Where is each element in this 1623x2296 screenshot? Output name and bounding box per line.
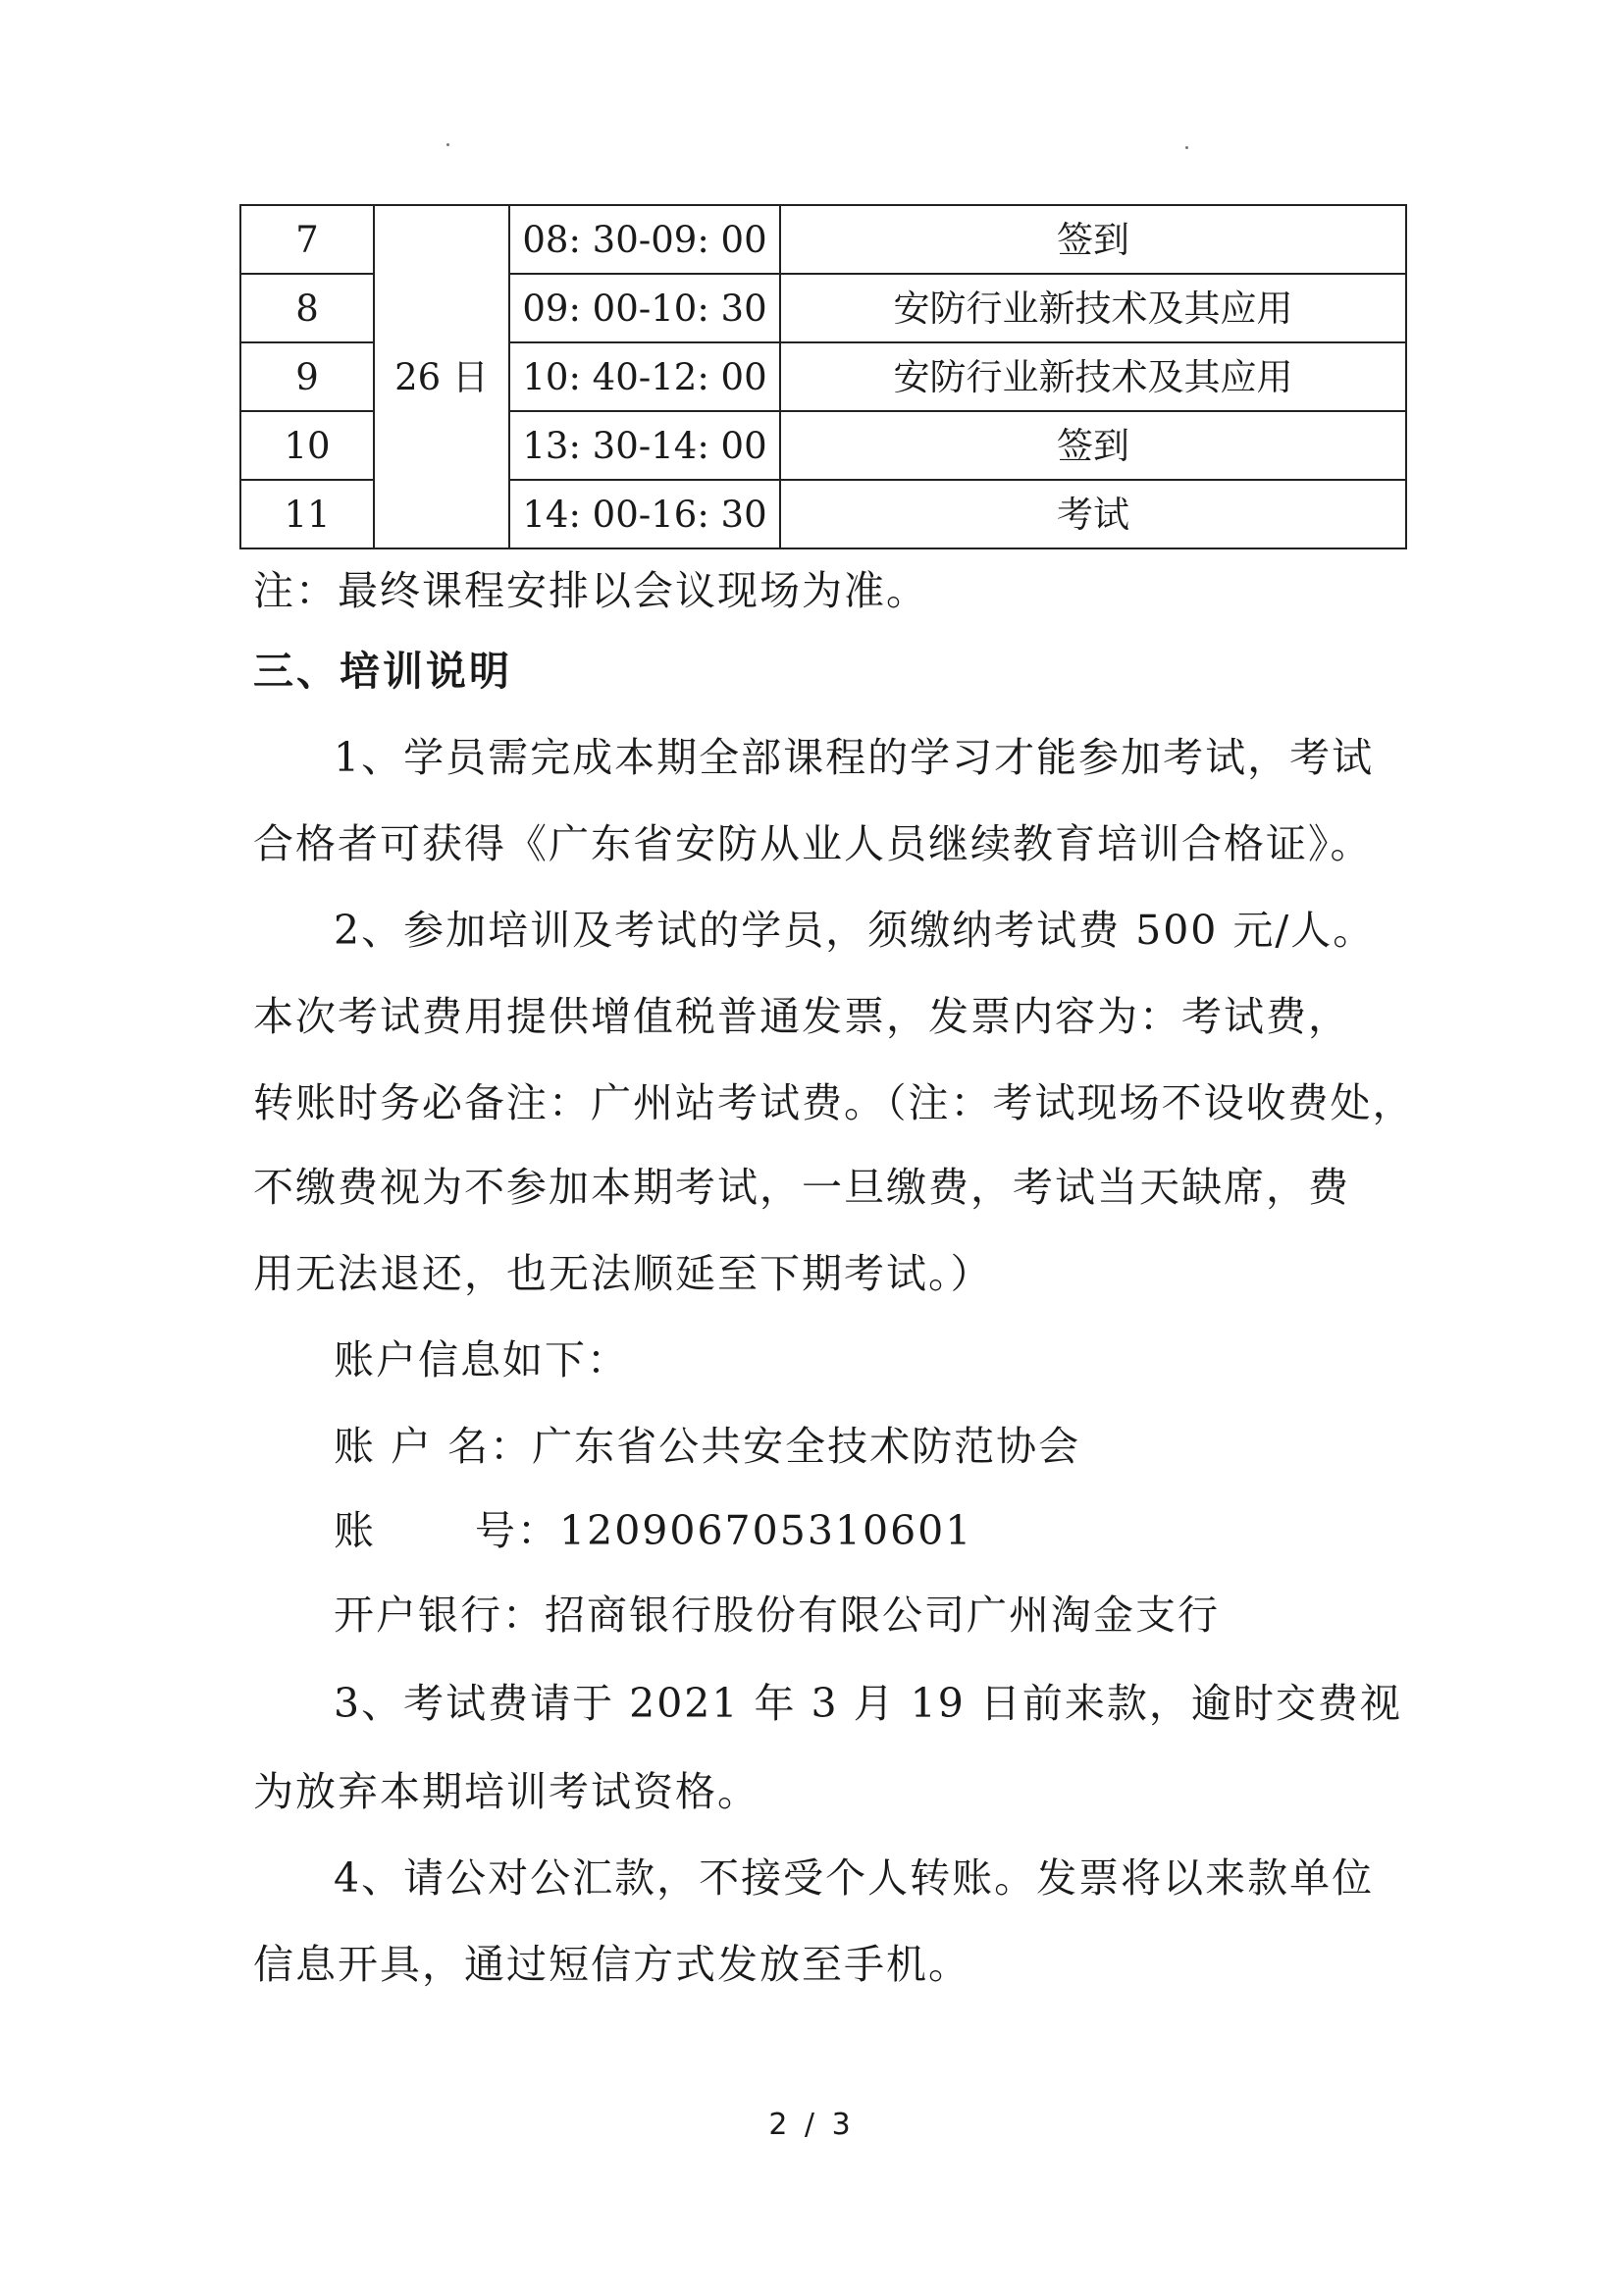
row-number: 7 — [240, 205, 374, 274]
account-name-label: 账 户 名： — [334, 1423, 533, 1470]
item3-line2: 为放弃本期培训考试资格。 — [253, 1768, 759, 1815]
account-intro: 账户信息如下： — [334, 1336, 629, 1383]
schedule-note: 注：最终课程安排以会议现场为准。 — [253, 567, 928, 614]
page-number: 2 / 3 — [768, 2108, 855, 2142]
row-number: 9 — [240, 342, 374, 411]
account-number-label: 账 号： — [334, 1507, 560, 1554]
row-number: 11 — [240, 480, 374, 548]
time-cell: 09: 00-10: 30 — [509, 274, 780, 342]
account-number-row — [334, 1507, 973, 1554]
topic-cell: 签到 — [780, 411, 1406, 480]
topic-cell: 签到 — [780, 205, 1406, 274]
topic-cell: 安防行业新技术及其应用 — [780, 274, 1406, 342]
item1-line1: 1、学员需完成本期全部课程的学习才能参加考试，考试 — [334, 734, 1375, 781]
account-number-value: 120906705310601 — [559, 1507, 973, 1554]
table-row — [240, 205, 1406, 274]
item2-line3: 转账时务必备注：广州站考试费。（注：考试现场不设收费处， — [253, 1079, 1415, 1126]
scan-mark — [1185, 146, 1188, 149]
account-bank-value: 招商银行股份有限公司广州淘金支行 — [545, 1592, 1220, 1639]
account-name-row — [334, 1423, 1081, 1470]
item2-line1: 2、参加培训及考试的学员，须缴纳考试费 500 元/人。 — [334, 907, 1376, 954]
scan-mark — [446, 143, 449, 146]
item2-line5: 用无法退还，也无法顺延至下期考试。） — [253, 1250, 993, 1297]
account-bank-label: 开户银行： — [334, 1592, 545, 1639]
day-cell: 26 日 — [374, 205, 509, 548]
time-cell: 08: 30-09: 00 — [509, 205, 780, 274]
item2-line4: 不缴费视为不参加本期考试，一旦缴费，考试当天缺席，费 — [253, 1164, 1350, 1211]
item2-line2: 本次考试费用提供增值税普通发票，发票内容为：考试费， — [253, 993, 1350, 1040]
section-title: 三、培训说明 — [253, 648, 512, 695]
time-cell: 13: 30-14: 00 — [509, 411, 780, 480]
item4-line1: 4、请公对公汇款，不接受个人转账。发票将以来款单位 — [334, 1854, 1375, 1902]
time-cell: 10: 40-12: 00 — [509, 342, 780, 411]
topic-cell: 安防行业新技术及其应用 — [780, 342, 1406, 411]
row-number: 10 — [240, 411, 374, 480]
schedule-table — [239, 204, 1407, 549]
row-number: 8 — [240, 274, 374, 342]
account-name-value: 广东省公共安全技术防范协会 — [532, 1423, 1081, 1470]
item1-line2: 合格者可获得《广东省安防从业人员继续教育培训合格证》。 — [253, 820, 1373, 867]
time-cell: 14: 00-16: 30 — [509, 480, 780, 548]
account-bank-row — [334, 1592, 1220, 1639]
item4-line2: 信息开具，通过短信方式发放至手机。 — [253, 1941, 970, 1988]
topic-cell: 考试 — [780, 480, 1406, 548]
item3-line1: 3、考试费请于 2021 年 3 月 19 日前来款，逾时交费视 — [334, 1680, 1402, 1727]
